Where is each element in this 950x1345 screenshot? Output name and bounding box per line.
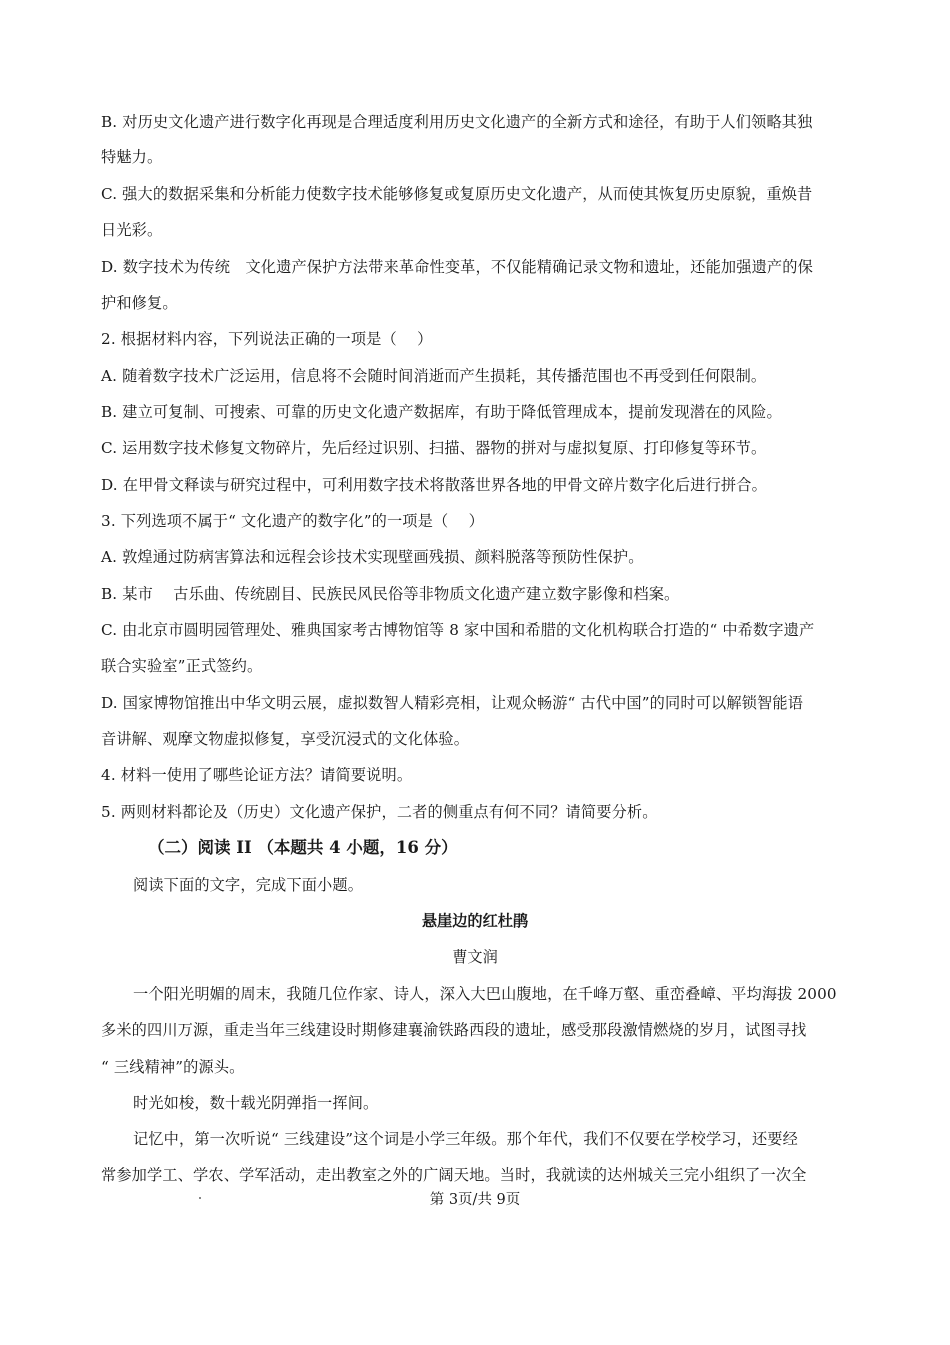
question-3-option-c-line-2: 联合实验室”正式签约。: [101, 657, 263, 675]
option-d-line-2: 护和修复。: [101, 294, 178, 312]
question-3-option-c-line-1: C. 由北京市圆明园管理处、雅典国家考古博物馆等 8 家中国和希腊的文化机构联合打造的“ 中希数字遗产: [101, 621, 815, 639]
question-3-stem: 3. 下列选项不属于“ 文化遗产的数字化”的一项是（ ）: [101, 512, 484, 530]
question-3-option-d-line-1: D. 国家博物馆推出中华文明云展，虚拟数智人精彩亮相，让观众畅游“ 古代中国”的同时可以解锁智能语: [101, 694, 804, 712]
question-2-option-c: C. 运用数字技术修复文物碎片，先后经过识别、扫描、器物的拼对与虚拟复原、打印修复等环节。: [101, 439, 767, 457]
article-title: 悬崖边的红杜鹃: [421, 912, 529, 930]
question-2-option-d: D. 在甲骨文释读与研究过程中，可利用数字技术将散落世界各地的甲骨文碎片数字化后进行拼合。: [101, 476, 767, 494]
section-heading: （二）阅读 II （本题共 4 小题，16 分）: [148, 838, 458, 857]
option-b-line-2: 特魅力。: [101, 148, 163, 166]
option-c-line-2: 日光彩。: [101, 221, 163, 239]
article-paragraph-line: “ 三线精神”的源头。: [101, 1058, 245, 1076]
question-3-option-d-line-2: 音讲解、观摩文物虚拟修复，享受沉浸式的文化体验。: [101, 730, 470, 748]
option-b-line-1: B. 对历史文化遗产进行数字化再现是合理适度利用历史文化遗产的全新方式和途径，有助于人们领略其独: [101, 113, 813, 131]
option-c-line-1: C. 强大的数据采集和分析能力使数字技术能够修复或复原历史文化遗产，从而使其恢复历史原貌，重焕昔: [101, 185, 813, 203]
section-instruction: 阅读下面的文字，完成下面小题。: [133, 876, 364, 894]
question-2-option-a: A. 随着数字技术广泛运用，信息将不会随时间消逝而产生损耗，其传播范围也不再受到任何限制。: [101, 367, 767, 385]
article-paragraph-line: 记忆中，第一次听说“ 三线建设”这个词是小学三年级。那个年代，我们不仅要在学校学习，还要经: [133, 1130, 798, 1148]
question-3-option-b: B. 某市 古乐曲、传统剧目、民族民风民俗等非物质文化遗产建立数字影像和档案。: [101, 585, 680, 603]
question-5-stem: 5. 两则材料都论及（历史）文化遗产保护，二者的侧重点有何不同？请简要分析。: [101, 803, 658, 821]
page-number: 第 3页/共 9页: [429, 1192, 521, 1208]
question-4-stem: 4. 材料一使用了哪些论证方法？请简要说明。: [101, 766, 413, 784]
article-paragraph-line: 常参加学工、学农、学军活动，走出教室之外的广阔天地。当时，我就读的达州城关三完小组织了一次全: [101, 1166, 807, 1184]
question-2-stem: 2. 根据材料内容，下列说法正确的一项是（ ）: [101, 330, 433, 348]
article-paragraph-line: 多米的四川万源，重走当年三线建设时期修建襄渝铁路西段的遗址，感受那段激情燃烧的岁月，试图寻找: [101, 1021, 807, 1039]
article-paragraph-line: 一个阳光明媚的周末，我随几位作家、诗人，深入大巴山腹地，在千峰万壑、重峦叠嶂、平均海拔 2000: [133, 985, 837, 1003]
article-author: 曹文润: [452, 948, 498, 966]
option-d-line-1: D. 数字技术为传统 文化遗产保护方法带来革命性变革，不仅能精确记录文物和遗址，还能加强遗产的保: [101, 258, 813, 276]
question-2-option-b: B. 建立可复制、可搜索、可靠的历史文化遗产数据库，有助于降低管理成本，提前发现潜在的风险。: [101, 403, 782, 421]
question-3-option-a: A. 敦煌通过防病害算法和远程会诊技术实现壁画残损、颜料脱落等预防性保护。: [101, 548, 644, 566]
article-paragraph-line: 时光如梭，数十载光阴弹指一挥间。: [133, 1094, 379, 1112]
